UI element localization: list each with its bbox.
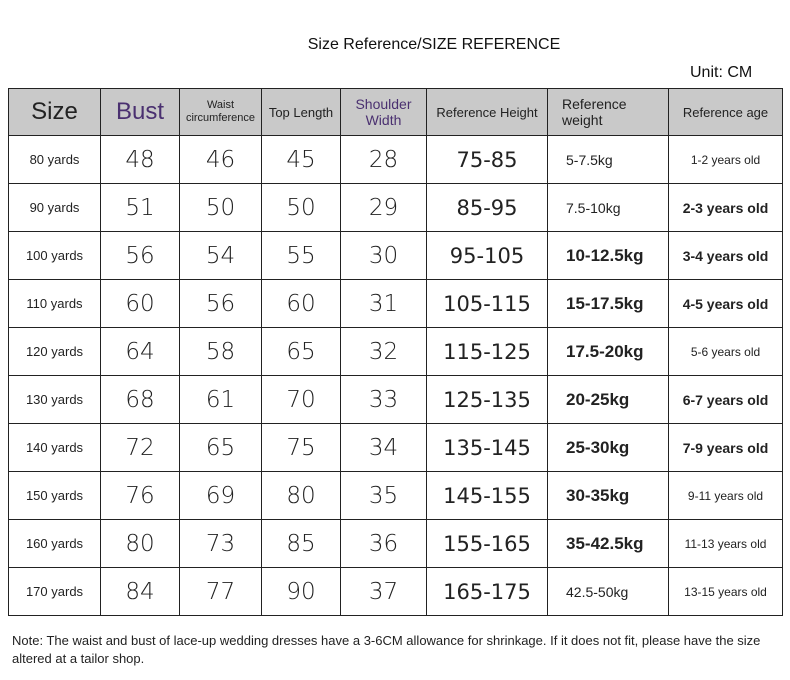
- cell-top-length: 55: [262, 232, 341, 280]
- header-bust: Bust: [101, 89, 180, 136]
- cell-waist: 58: [180, 328, 262, 376]
- header-waist: Waist circumference: [180, 89, 262, 136]
- cell-reference-age: 13-15 years old: [669, 568, 783, 616]
- cell-bust: 84: [101, 568, 180, 616]
- header-reference-weight: Reference weight: [548, 89, 669, 136]
- cell-reference-weight: 30-35kg: [548, 472, 669, 520]
- cell-bust: 68: [101, 376, 180, 424]
- cell-shoulder-width: 33: [341, 376, 427, 424]
- cell-reference-height: 105-115: [427, 280, 548, 328]
- cell-reference-age: 7-9 years old: [669, 424, 783, 472]
- cell-reference-age: 5-6 years old: [669, 328, 783, 376]
- cell-reference-age: 6-7 years old: [669, 376, 783, 424]
- cell-reference-weight: 17.5-20kg: [548, 328, 669, 376]
- cell-shoulder-width: 35: [341, 472, 427, 520]
- cell-reference-age: 2-3 years old: [669, 184, 783, 232]
- cell-shoulder-width: 28: [341, 136, 427, 184]
- table-row: [9, 136, 783, 184]
- cell-reference-age: 9-11 years old: [669, 472, 783, 520]
- cell-shoulder-width: 30: [341, 232, 427, 280]
- cell-reference-height: 115-125: [427, 328, 548, 376]
- cell-reference-weight: 20-25kg: [548, 376, 669, 424]
- cell-shoulder-width: 32: [341, 328, 427, 376]
- cell-waist: 61: [180, 376, 262, 424]
- cell-size: 80 yards: [9, 136, 101, 184]
- table-row: [9, 184, 783, 232]
- cell-reference-weight: 42.5-50kg: [548, 568, 669, 616]
- cell-shoulder-width: 36: [341, 520, 427, 568]
- cell-bust: 72: [101, 424, 180, 472]
- cell-reference-age: 11-13 years old: [669, 520, 783, 568]
- header-size: Size: [9, 89, 101, 136]
- table-row: [9, 568, 783, 616]
- cell-bust: 64: [101, 328, 180, 376]
- cell-reference-height: 135-145: [427, 424, 548, 472]
- cell-waist: 46: [180, 136, 262, 184]
- cell-top-length: 65: [262, 328, 341, 376]
- page-title: Size Reference/SIZE REFERENCE: [307, 36, 561, 53]
- cell-reference-age: 1-2 years old: [669, 136, 783, 184]
- cell-bust: 56: [101, 232, 180, 280]
- cell-top-length: 85: [262, 520, 341, 568]
- cell-top-length: 70: [262, 376, 341, 424]
- header-reference-age: Reference age: [669, 89, 783, 136]
- header-top-length: Top Length: [262, 89, 341, 136]
- cell-reference-age: 3-4 years old: [669, 232, 783, 280]
- cell-reference-weight: 35-42.5kg: [548, 520, 669, 568]
- header-reference-height: Reference Height: [427, 89, 548, 136]
- cell-waist: 50: [180, 184, 262, 232]
- cell-waist: 56: [180, 280, 262, 328]
- cell-top-length: 75: [262, 424, 341, 472]
- cell-top-length: 90: [262, 568, 341, 616]
- cell-bust: 80: [101, 520, 180, 568]
- table-row: [9, 520, 783, 568]
- cell-reference-height: 125-135: [427, 376, 548, 424]
- table-row: [9, 232, 783, 280]
- cell-bust: 51: [101, 184, 180, 232]
- cell-reference-weight: 15-17.5kg: [548, 280, 669, 328]
- cell-reference-height: 145-155: [427, 472, 548, 520]
- cell-reference-age: 4-5 years old: [669, 280, 783, 328]
- cell-top-length: 50: [262, 184, 341, 232]
- cell-size: 170 yards: [9, 568, 101, 616]
- table-row: [9, 280, 783, 328]
- cell-waist: 73: [180, 520, 262, 568]
- cell-reference-height: 155-165: [427, 520, 548, 568]
- cell-reference-height: 85-95: [427, 184, 548, 232]
- table-row: [9, 376, 783, 424]
- cell-size: 90 yards: [9, 184, 101, 232]
- cell-reference-height: 95-105: [427, 232, 548, 280]
- cell-reference-weight: 5-7.5kg: [548, 136, 669, 184]
- cell-size: 160 yards: [9, 520, 101, 568]
- shrinkage-note: Note: The waist and bust of lace-up wedding dresses have a 3-6CM allowance for shrinkage. If it does not fit, please have the size altered at a tailor shop.: [12, 633, 761, 666]
- table-header-row: [9, 89, 783, 136]
- table-row: [9, 472, 783, 520]
- cell-size: 130 yards: [9, 376, 101, 424]
- cell-size: 110 yards: [9, 280, 101, 328]
- cell-reference-weight: 25-30kg: [548, 424, 669, 472]
- cell-waist: 77: [180, 568, 262, 616]
- unit-label: Unit: CM: [690, 64, 753, 81]
- cell-shoulder-width: 37: [341, 568, 427, 616]
- cell-waist: 65: [180, 424, 262, 472]
- cell-bust: 60: [101, 280, 180, 328]
- table-row: [9, 328, 783, 376]
- cell-bust: 76: [101, 472, 180, 520]
- cell-shoulder-width: 29: [341, 184, 427, 232]
- cell-top-length: 80: [262, 472, 341, 520]
- cell-shoulder-width: 34: [341, 424, 427, 472]
- cell-reference-height: 165-175: [427, 568, 548, 616]
- cell-size: 140 yards: [9, 424, 101, 472]
- table-row: [9, 424, 783, 472]
- cell-waist: 69: [180, 472, 262, 520]
- cell-waist: 54: [180, 232, 262, 280]
- header-shoulder-width: Shoulder Width: [341, 89, 427, 136]
- cell-top-length: 60: [262, 280, 341, 328]
- cell-reference-weight: 7.5-10kg: [548, 184, 669, 232]
- cell-size: 100 yards: [9, 232, 101, 280]
- cell-shoulder-width: 31: [341, 280, 427, 328]
- cell-size: 120 yards: [9, 328, 101, 376]
- size-table: [8, 88, 783, 616]
- cell-reference-height: 75-85: [427, 136, 548, 184]
- cell-top-length: 45: [262, 136, 341, 184]
- cell-reference-weight: 10-12.5kg: [548, 232, 669, 280]
- cell-bust: 48: [101, 136, 180, 184]
- cell-size: 150 yards: [9, 472, 101, 520]
